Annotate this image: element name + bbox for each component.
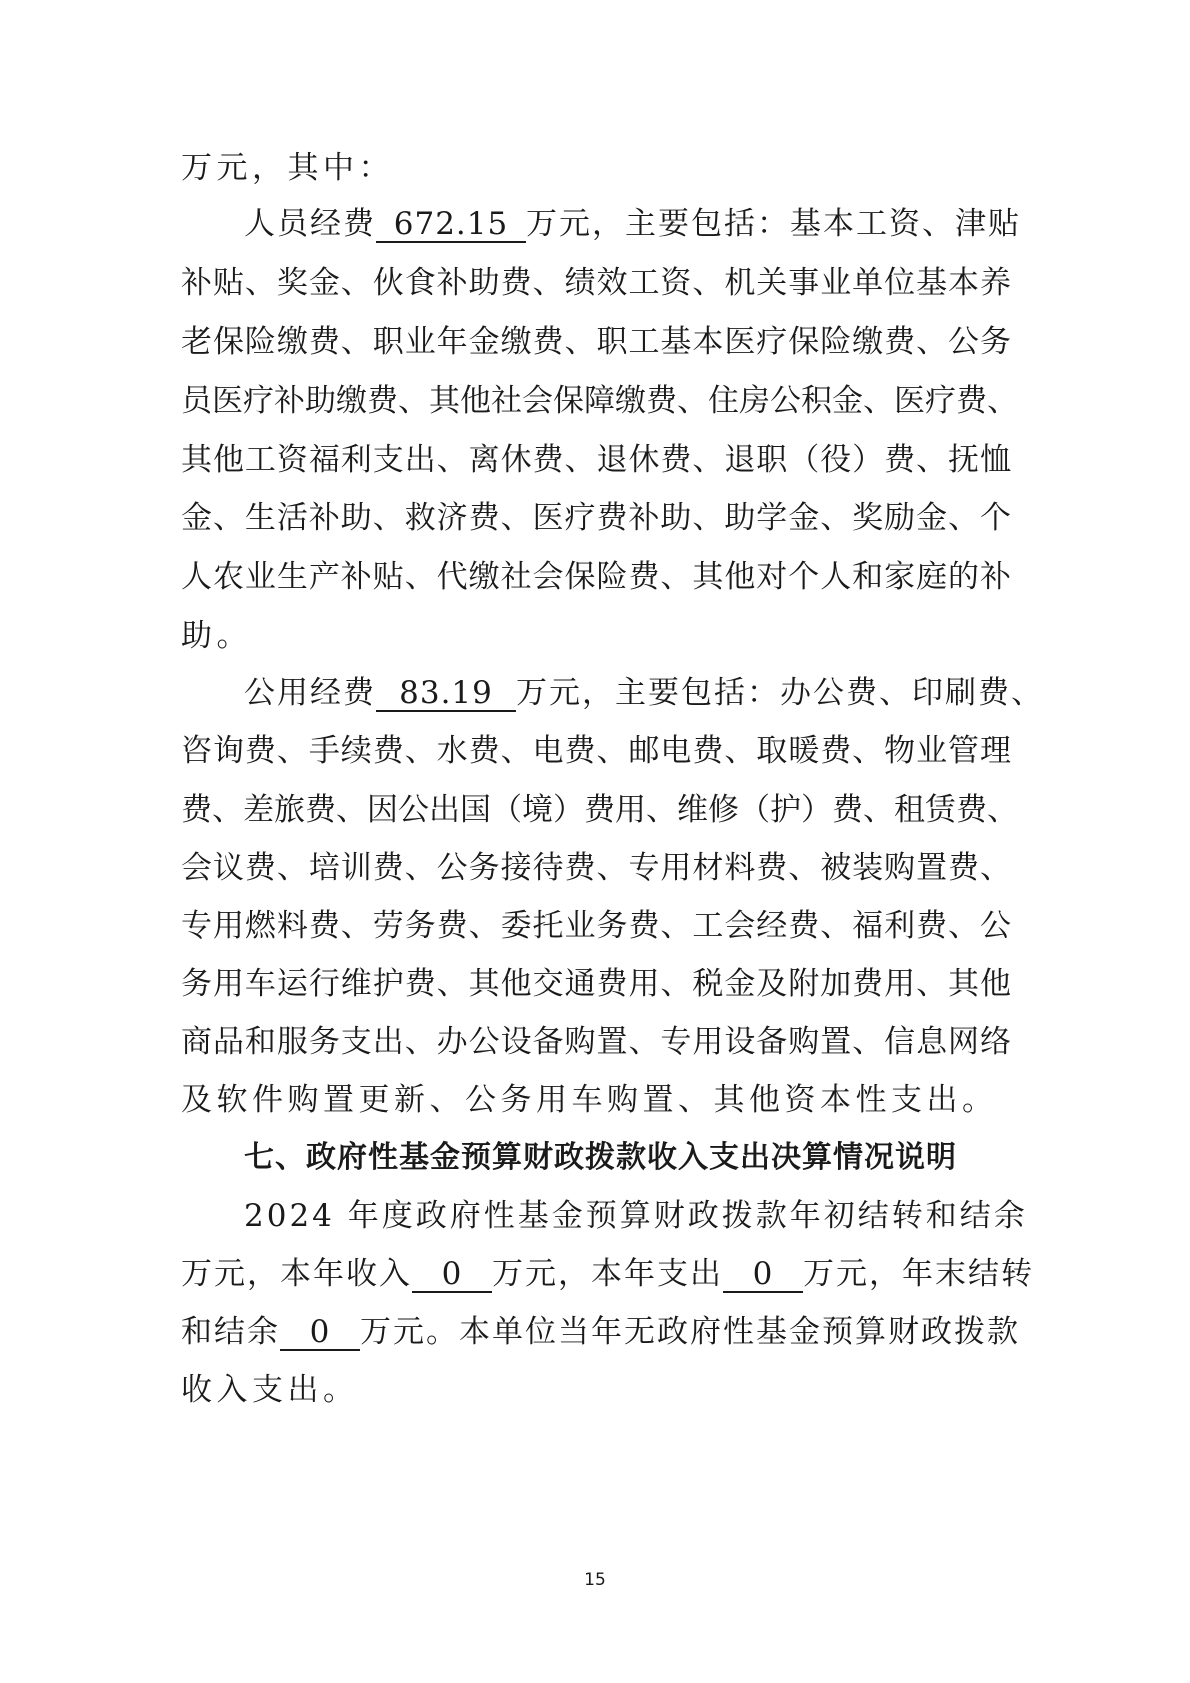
text-line-13: 会议费、培训费、公务接待费、专用材料费、被装购置费、: [181, 850, 1011, 886]
public-expense-label: 公用经费: [244, 675, 376, 711]
personnel-expense-line: [244, 204, 1021, 244]
section-7-line-2: [181, 1254, 1034, 1294]
personnel-expense-desc: 万元，主要包括：基本工资、津贴: [526, 206, 1021, 242]
public-expense-desc: 万元，主要包括：办公费、印刷费、: [516, 675, 1044, 711]
personnel-expense-label: 人员经费: [244, 206, 376, 242]
public-expense-amount: 83.19: [376, 676, 516, 712]
income-amount: 0: [412, 1257, 492, 1293]
carryover-label: 万元，年末结转: [803, 1256, 1034, 1292]
section-7-line-4: 收入支出。: [181, 1372, 359, 1408]
text-line-15: 务用车运行维护费、其他交通费用、税金及附加费用、其他: [181, 966, 1011, 1002]
text-line-14: 专用燃料费、劳务费、委托业务费、工会经费、福利费、公: [181, 908, 1011, 944]
section-7-line-1: 2024 年度政府性基金预算财政拨款年初结转和结余: [244, 1198, 1028, 1234]
balance-amount: 0: [280, 1315, 360, 1351]
balance-desc: 万元。本单位当年无政府性基金预算财政拨款: [360, 1314, 1020, 1350]
income-label: 万元，本年收入: [181, 1256, 412, 1292]
text-line-17: 及软件购置更新、公务用车购置、其他资本性支出。: [181, 1082, 998, 1118]
text-line-7: 金、生活补助、救济费、医疗费补助、助学金、奖励金、个: [181, 500, 1011, 536]
text-line-3: 补贴、奖金、伙食补助费、绩效工资、机关事业单位基本养: [181, 265, 1011, 301]
expense-amount: 0: [723, 1257, 803, 1293]
text-line-1: 万元，其中：: [181, 150, 394, 186]
text-line-12: 费、差旅费、因公出国（境）费用、维修（护）费、租赁费、: [181, 792, 1018, 828]
balance-label: 和结余: [181, 1314, 280, 1350]
page-number: 15: [584, 1570, 606, 1590]
text-line-5: 员医疗补助缴费、其他社会保障缴费、住房公积金、医疗费、: [181, 383, 1018, 419]
text-line-8: 人农业生产补贴、代缴社会保险费、其他对个人和家庭的补: [181, 559, 1011, 595]
text-line-16: 商品和服务支出、办公设备购置、专用设备购置、信息网络: [181, 1024, 1011, 1060]
public-expense-line: [244, 673, 1044, 713]
expense-label: 万元，本年支出: [492, 1256, 723, 1292]
text-line-9: 助。: [181, 618, 252, 654]
section-7-heading: 七、政府性基金预算财政拨款收入支出决算情况说明: [244, 1140, 957, 1175]
section-7-line-3: [181, 1312, 1020, 1352]
text-line-11: 咨询费、手续费、水费、电费、邮电费、取暖费、物业管理: [181, 733, 1011, 769]
text-line-6: 其他工资福利支出、离休费、退休费、退职（役）费、抚恤: [181, 442, 1011, 478]
text-line-4: 老保险缴费、职业年金缴费、职工基本医疗保险缴费、公务: [181, 324, 1011, 360]
personnel-expense-amount: 672.15: [376, 207, 526, 243]
